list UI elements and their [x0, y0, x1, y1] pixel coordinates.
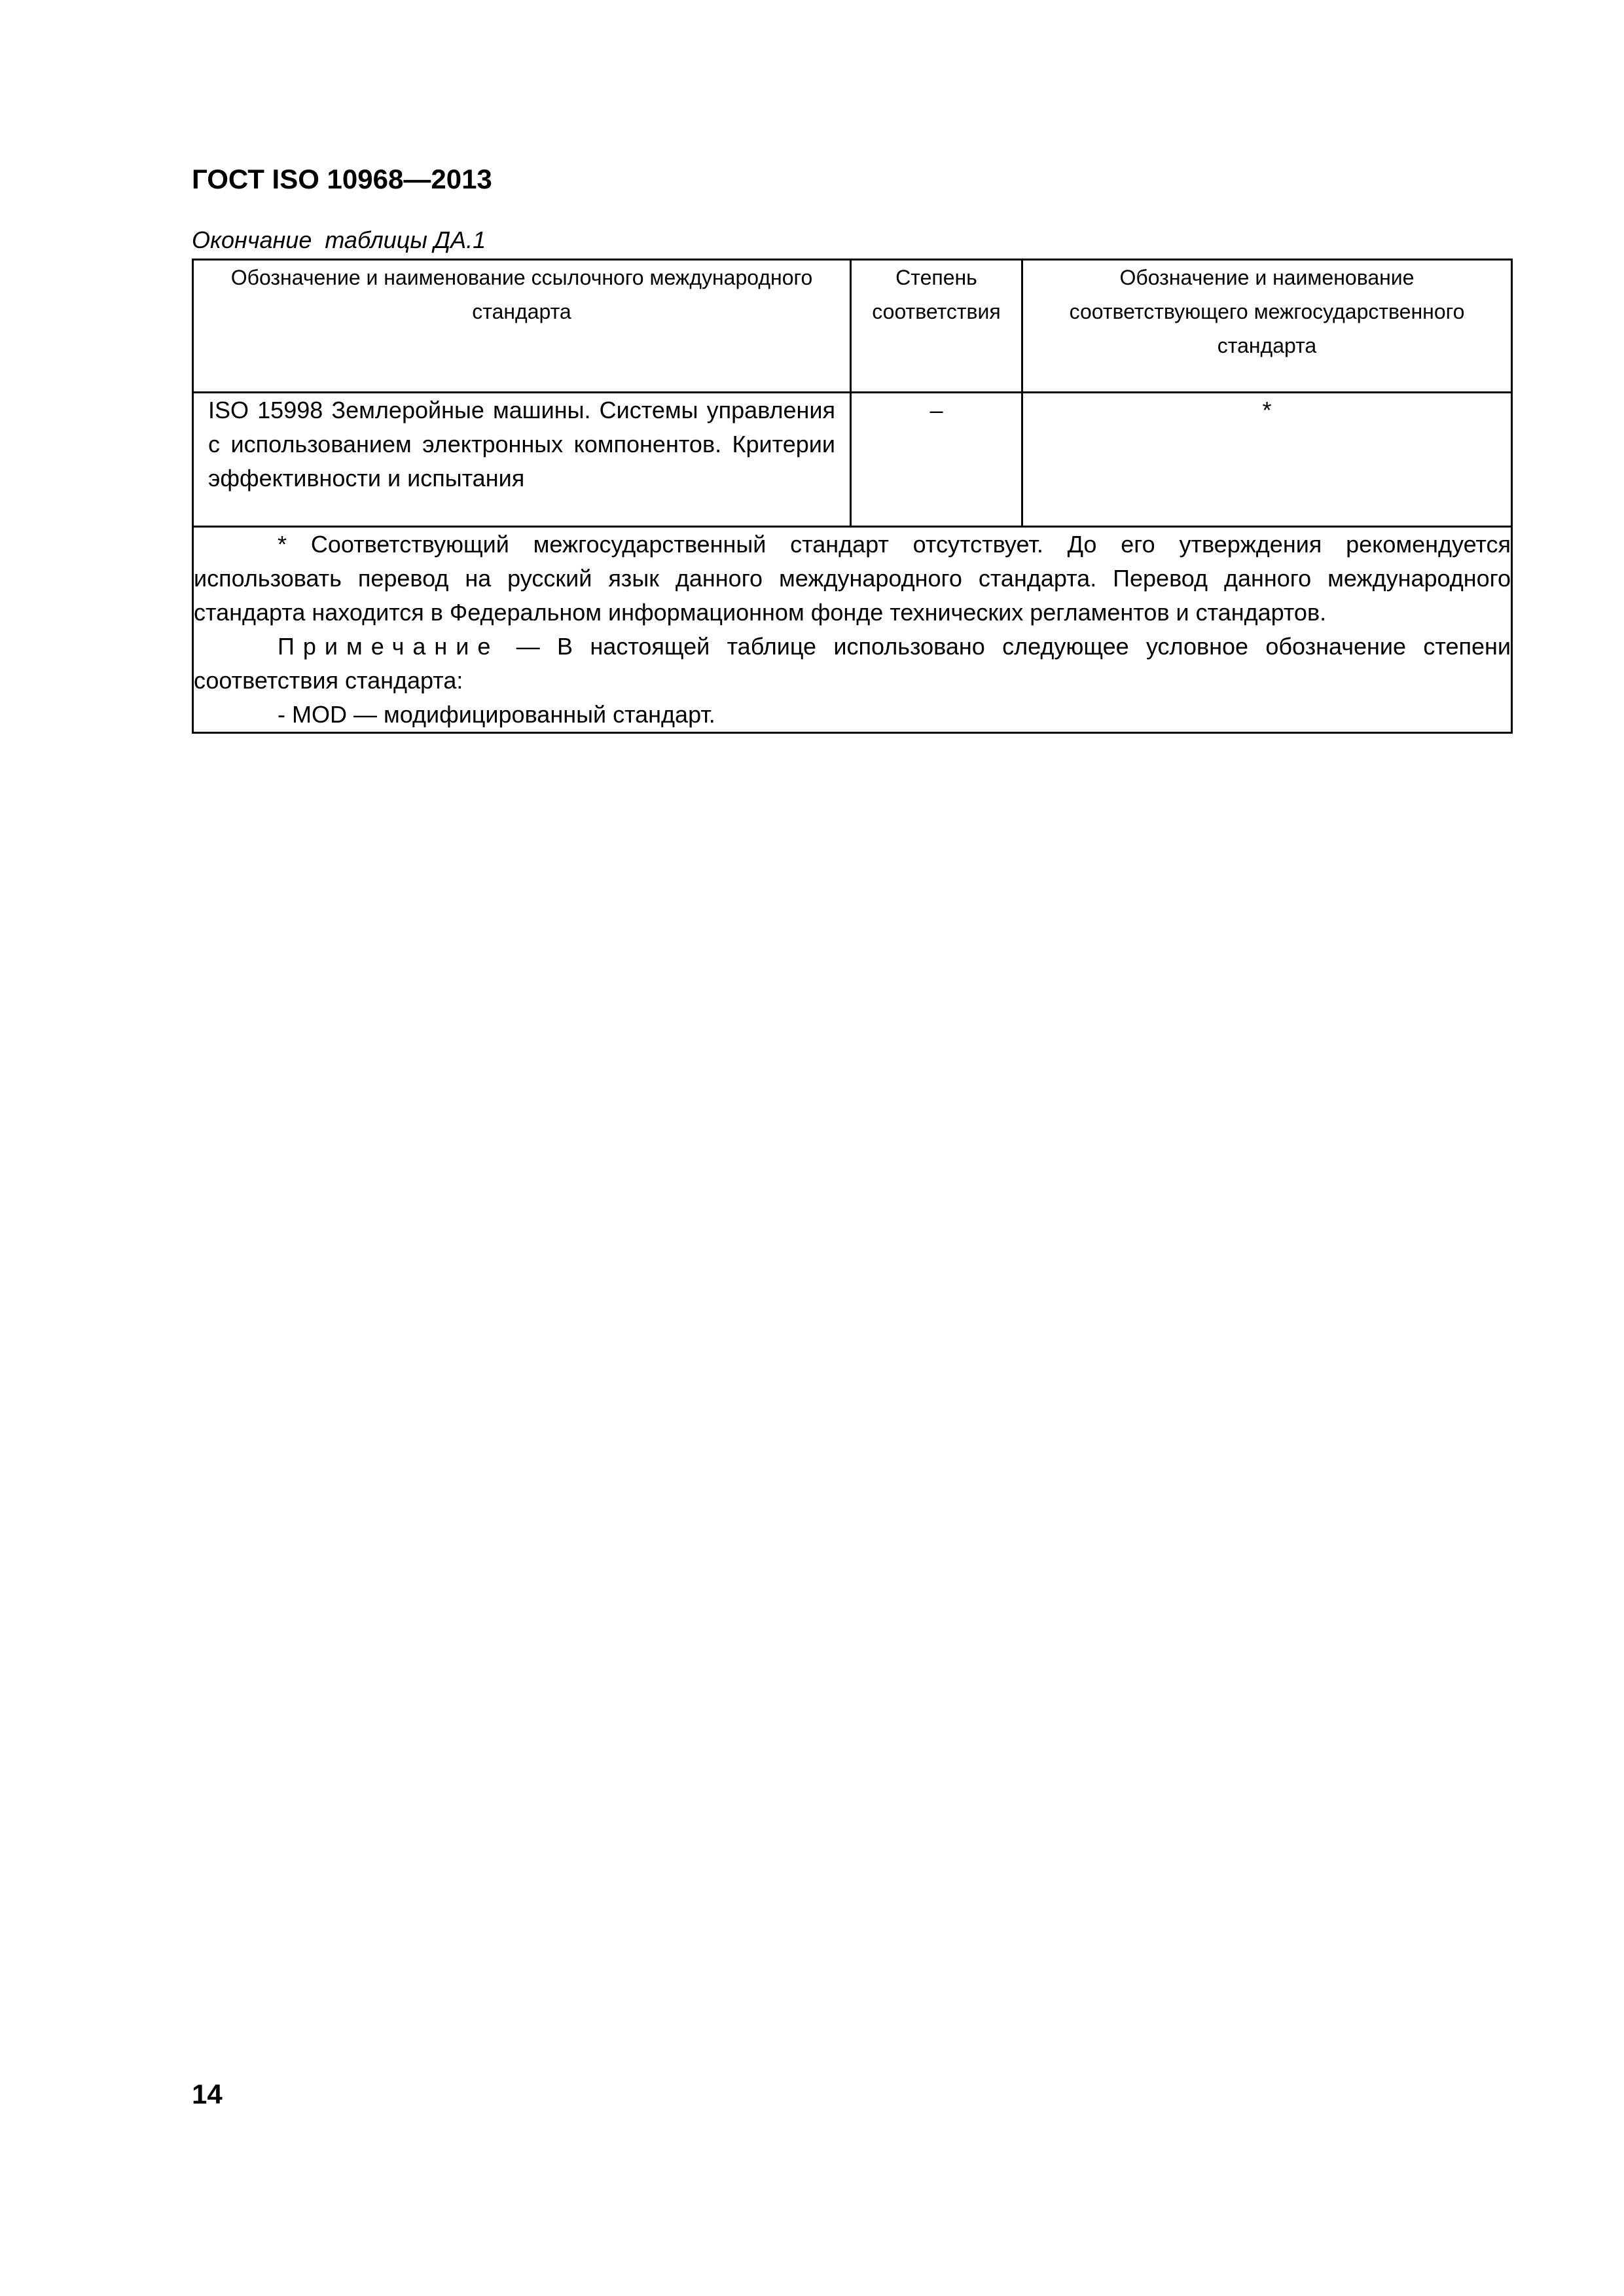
note-label: Примечание: [278, 633, 499, 660]
column-header-interstate-standard: [1022, 260, 1512, 393]
table-caption: Окончание таблицы ДА.1: [192, 226, 486, 253]
table-row: [193, 393, 1512, 527]
column-header-degree: [851, 260, 1022, 393]
note-list-item: - MOD — модифицированный стандарт.: [278, 701, 715, 728]
column-header-label: Степень соответствия: [872, 266, 1001, 323]
footnote-text: * Соответствующий межгосударственный стандарт отсутствует. До его утверждения рекомендуется использовать перевод на русский язык данного международного стандарта. Перевод данного международного стандарта находится в Федеральном информационном фонде технических регламентов и стандартов.: [194, 531, 1511, 626]
cell-interstate-standard: *: [1022, 393, 1512, 527]
table-header-row: [193, 260, 1512, 393]
note-text: — В настоящей таблице использовано следующее условное обозначение степени соответствия стандарта:: [194, 633, 1511, 694]
table-footnote-row: [193, 527, 1512, 733]
reference-standards-table: [192, 259, 1513, 734]
note-paragraph: [194, 630, 1511, 698]
column-header-label: Обозначение и наименование ссылочного международного стандарта: [230, 266, 813, 323]
column-header-international-standard: [193, 260, 851, 393]
document-header: ГОСТ ISO 10968—2013: [192, 164, 492, 194]
column-header-label: Обозначение и наименование соответствующего межгосударственного стандарта: [1069, 266, 1465, 357]
cell-degree-of-correspondence: –: [851, 393, 1022, 527]
table-footnote-cell: [193, 527, 1512, 733]
cell-international-standard: ISO 15998 Землеройные машины. Системы управления с использованием электронных компонентов. Критерии эффективности и испытания: [193, 393, 851, 527]
page-number: 14: [192, 2079, 223, 2109]
